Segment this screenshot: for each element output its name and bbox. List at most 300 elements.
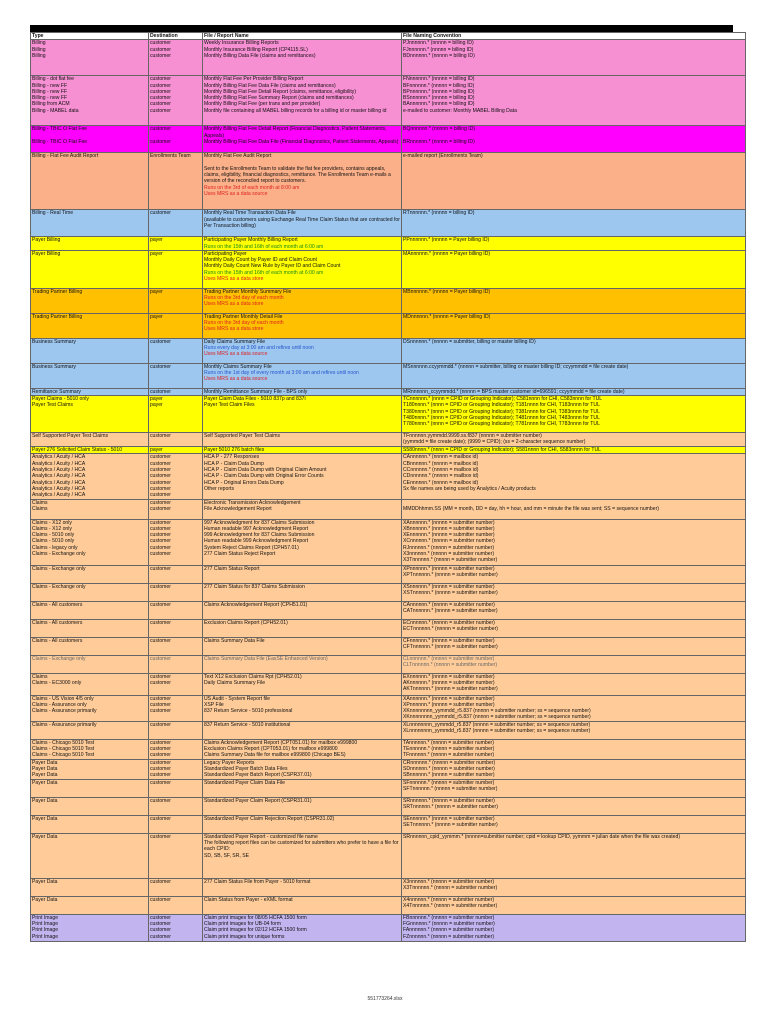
file-name-cell [203,721,402,739]
table-row [31,878,746,896]
type-cell [31,637,149,655]
naming-convention-cell [402,655,746,673]
cell-text: Payer 5010 276 batch files [204,447,265,454]
type-cell [31,40,149,76]
cell-text: Claims - X12 only Claims - X12 only Claims - 5010 only Claims - 5010 only Claims - legacy only Claims - Exchange only [32,519,86,558]
cell-text: payer [150,250,163,257]
type-cell [31,237,149,251]
destination-cell [149,896,203,914]
cell-text: Trading Partner Monthly Summary File [204,288,292,295]
cell-text: customer [150,797,171,804]
table-row [31,637,746,655]
cell-text: Claims - Exchange only [32,565,86,572]
file-name-cell [203,565,402,583]
type-cell [31,655,149,673]
cell-text: payer [150,447,163,454]
type-cell [31,565,149,583]
naming-convention-cell [402,313,746,338]
naming-convention-cell [402,519,746,565]
type-cell [31,288,149,313]
header-file-report-name: File / Report Name [203,33,402,40]
destination-cell [149,673,203,695]
cell-text: X4nnnnnn.* (nnnnn = submitter number) X4Tnnnnnn.* (nnnnn = submitter number) [403,896,498,910]
naming-convention-cell [402,583,746,601]
cell-text: customer customer customer [150,759,171,779]
table-row [31,76,746,126]
cell-text: SRnnnnnn_cpid_yymmm.* (nnnnn=submitter number; cpid = lookup CPID, yymmm = julian date when the file was created) [403,833,681,840]
cell-text: 277 Claim Status for 837 Claims Submission [204,583,305,590]
naming-convention-cell [402,815,746,833]
table-row [31,396,746,433]
naming-convention-cell [402,447,746,454]
destination-cell [149,40,203,76]
table-row [31,583,746,601]
schedule-note: Runs every day at 3:00 am and refires until noon [204,345,314,352]
cell-text: Payer Claims - 5010 only Payer Test Claims [32,396,89,409]
cell-text: 997 Acknowledgment for 837 Claims Submission Human readable 997 Acknowledgment Report 999 Acknowledgment for 837 Claims Submission Human readable 999 Acknowledgment Report System Reject Claims Report (CPH57.01) 277 Claim Status Reject Report [204,519,315,558]
naming-convention-cell [402,779,746,797]
schedule-note: Uses MRS as a data source [204,376,268,383]
naming-convention-cell [402,363,746,388]
cell-text: PJnnnnnn.* (nnnnn = billing ID) FJnnnnnn.* (nnnnn = billing ID) BDnnnnnn.* (nnnnn = billing ID) [403,40,475,59]
cell-text: customer [150,210,171,217]
type-cell [31,519,149,565]
cell-text: Payer Claim Data Files - 5010 837p and 837i Payer Test Claim Files [204,396,306,409]
cell-text: Daily Claims Summary File [204,338,266,345]
destination-cell [149,519,203,565]
cell-text: customer [150,583,171,590]
cell-text: DSnnnnnn.* (nnnnn = submitter, billing or master billing ID) [403,338,536,345]
destination-cell [149,878,203,896]
table-row [31,601,746,619]
cell-text: XSnnnnnn.* (nnnnn = submitter number) XSTnnnnnn.* (nnnnn = submitter number) [403,583,498,596]
cell-text: Monthly Flat Fee Per Provider Billing Report Monthly Billing Flat Fee Data File (claims and remittances) Monthly Billing Flat Fee Detail Report (claims, remittance, eligibility) Monthly Billing Flat Fee Summary Report (claims and remittances) Monthly Billing Flat Fee (per trans and per provider) Monthly file containing all MABEL billing records for a billing id or master billing id [204,76,387,114]
naming-convention-cell [402,695,746,721]
destination-cell [149,695,203,721]
file-name-cell [203,815,402,833]
file-name-cell [203,637,402,655]
cell-text: Claims Claims - EC3000 only [32,673,82,686]
cell-text: MAnnnnnn.* (nnnnn = Payer billing ID) [403,250,491,257]
table-row [31,896,746,914]
naming-convention-cell [402,237,746,251]
cell-text: BQnnnnnn.* (nnnnn = billing ID) BRnnnnnn.* (nnnnn = billing ID) [403,126,476,145]
naming-convention-cell [402,126,746,153]
naming-convention-cell [402,896,746,914]
cell-text: Payer Data [32,797,58,804]
type-cell [31,338,149,363]
cell-text: Claim Status from Payer - eXML format [204,896,293,903]
table-row [31,210,746,237]
cell-text: customer customer customer customer [150,914,171,940]
type-cell [31,759,149,779]
schedule-note: Uses MRS as a data source [204,351,268,358]
cell-text: S580nnnn.* (nnnn = CPID or Grouping Indicator); S581nnnn for CHI, S583nnnn for TUL [403,447,601,454]
destination-cell [149,601,203,619]
table-row [31,40,746,76]
naming-convention-cell [402,797,746,815]
cell-text: Billing Billing Billing [32,40,46,59]
naming-convention-cell [402,396,746,433]
cell-text: customer customer [150,126,171,145]
destination-cell [149,237,203,251]
schedule-note: Runs on the 3rd of each month at 8:00 am [204,184,300,191]
naming-convention-cell [402,388,746,395]
cell-text: FBnnnnnn.* (nnnnn = submitter number) FGnnnnnn.* (nnnnn = submitter number) FAnnnnnn.* (nnnnn = submitter number) FZnnnnnn.* (nnnnn = submitter number) [403,914,495,940]
cell-text: customer customer customer customer customer customer customer [150,454,171,499]
cell-text: Payer Billing [32,237,61,244]
type-cell [31,673,149,695]
naming-convention-cell [402,76,746,126]
file-name-cell [203,388,402,395]
schedule-note: Runs on the 3rd day of each month [204,320,284,327]
cell-text: XLnnnnnnnn_yymmdd_r5.837 (nnnnn = submitter number; ss = sequence number) XLnnnnnnnn_yymmdd_r5.837 (nnnnn = submitter number; ss = sequence number) [403,721,591,735]
naming-convention-cell [402,210,746,237]
cell-text: 277 Claim Status Report [204,565,260,572]
schedule-note: Runs on the 15th and 16th of each month at 6:00 am [204,269,324,276]
naming-convention-cell [402,288,746,313]
cell-text: Enrollments Team [150,153,191,160]
file-name-cell [203,396,402,433]
cell-text: TAnnnnnn.* (nnnnn = submitter number) TEnnnnnn.* (nnnnn = submitter number) TFnnnnnn.* (nnnnn = submitter number) [403,739,495,759]
destination-cell [149,619,203,637]
cell-text: Claims Summary Data File (EasSE Enhanced Version) [204,655,328,662]
cell-text: SEnnnnnn.* (nnnnn = submitter number) SETnnnnnn.* (nnnnn = submitter number) [403,815,498,829]
cell-text: Payer Data [32,878,58,885]
destination-cell [149,779,203,797]
header-type: Type [31,33,149,40]
header-row [31,33,746,40]
cell-text: CLnnnnnn.* (nnnnn = submitter number) CLTnnnnnn.* (nnnnn = submitter number) [403,655,498,668]
schedule-note: Runs on the 15th and 16th of each month at 6:00 am [204,243,324,250]
type-cell [31,914,149,941]
file-name-cell [203,759,402,779]
cell-text: customer [150,655,171,662]
cell-text: customer [150,388,171,395]
cell-text: Payer Data [32,833,58,840]
cell-text: Payer Data Payer Data Payer Data [32,759,58,779]
file-name-cell [203,619,402,637]
table-row [31,288,746,313]
cell-text: Trading Partner Billing [32,313,83,320]
table-row [31,797,746,815]
type-cell [31,363,149,388]
type-cell [31,433,149,447]
file-name-cell [203,878,402,896]
schedule-note: Uses MRS as a data store [204,301,264,308]
table-row [31,250,746,288]
destination-cell [149,454,203,499]
type-cell [31,447,149,454]
type-cell [31,388,149,395]
cell-text: PPnnnnnn.* (nnnnn = Payer billing ID) [403,237,490,244]
file-name-cell [203,210,402,237]
cell-text: CAnnnnnn.* (nnnnn = mailbox id) CBnnnnnn.* (nnnnn = mailbox id) CCnnnnnn.* (nnnnn = mailbox id) CDnnnnnn.* (nnnnn = mailbox id) CEnnnnnn.* (nnnnn = mailbox id) Sx file names are being used by Analytics / Acuity products [403,454,536,492]
naming-convention-cell [402,250,746,288]
cell-text: customer customer customer customer customer customer [150,519,171,558]
cell-text: customer [150,338,171,345]
table-row [31,833,746,878]
type-cell [31,454,149,499]
file-name-cell [203,338,402,363]
cell-text: XAnnnnnn.* (nnnnn = submitter number) XPnnnnnn.* (nnnnn = submitter number) XKnnnnnnnn_yymmdd_r5.837 (nnnnn = submitter number; ss = sequence number) XKnnnnnnnn_yymmdd_r5.837 (nnnnn = submitter number; ss = sequence number) [403,695,591,721]
sheet-title-bar [30,25,733,32]
cell-text: MBnnnnnn.* (nnnnn = Payer billing ID) [403,288,491,295]
file-name-cell [203,739,402,759]
file-name-cell [203,499,402,519]
cell-text: Business Summary [32,338,76,345]
naming-convention-cell [402,637,746,655]
naming-convention-cell [402,601,746,619]
type-cell [31,779,149,797]
cell-text: Exclusion Claims Report (CPH52.01) [204,619,288,626]
naming-convention-cell [402,721,746,739]
cell-text: Analytics / Acuity / HCA Analytics / Acuity / HCA Analytics / Acuity / HCA Analytics / Acuity / HCA Analytics / Acuity / HCA Analytics / Acuity / HCA Analytics / Acuity / HCA [32,454,86,499]
destination-cell [149,76,203,126]
cell-text: customer [150,833,171,840]
file-name-cell [203,288,402,313]
cell-text: Standardized Payer Report - customized file name The following report files can be customized for submitters who prefer to have a file for each CPID: SD, SB, SF, SR, SE [204,833,399,859]
type-cell [31,619,149,637]
header-destination: Destination [149,33,203,40]
type-cell [31,583,149,601]
table-row [31,363,746,388]
page-footer-filename: 551773264.xlsx [367,996,403,1002]
type-cell [31,153,149,210]
destination-cell [149,363,203,388]
spreadsheet [30,25,733,942]
cell-text: Monthly Flat Fee Audit Report Sent to the Enrollments Team to validate the flat fee providers, contains appeals, claims, eligibility, financial diagnostics, remittance. The Enrollments Team e-mails a version of the reconciled report to customers. [204,153,391,185]
cell-text: Claims Claims [32,499,48,512]
table-row [31,388,746,395]
cell-text: MSnnnnnn.ccyymmdd.* (nnnnn = submitter, billing or master billing ID; ccyymmdd = file create date) [403,363,629,370]
destination-cell [149,396,203,433]
type-cell [31,739,149,759]
cell-text: payer payer [150,396,163,409]
cell-text: HCA P - 277 Responses HCA P - Claim Data Dump HCA P - Claim Data Dump with Original Claim Amount HCA P - Claim Data Dump with Original Error Counts HCA P - Original Errors Data Dump Other reports [204,454,327,492]
file-naming-table [30,32,746,942]
file-name-cell [203,797,402,815]
cell-text: customer [150,878,171,885]
cell-text: Claims - All customers [32,637,83,644]
cell-text: Claims Summary Data File [204,637,265,644]
table-row [31,655,746,673]
cell-text: SFnnnnnn.* (nnnnn = submitter number) SFTnnnnnn.* (nnnnn = submitter number) [403,779,498,793]
table-row [31,447,746,454]
cell-text: EXnnnnnn.* (nnnnn = submitter number) AKnnnnnn.* (nnnnn = submitter number) AKTnnnnnn.* (nnnnn = submitter number) [403,673,498,693]
table-row [31,914,746,941]
destination-cell [149,313,203,338]
cell-text: CFnnnnnn.* (nnnnn = submitter number) CFTnnnnnn.* (nnnnn = submitter number) [403,637,498,650]
cell-text: Claims - Chicago 5010 Test Claims - Chicago 5010 Test Claims - Chicago 5010 Test [32,739,95,759]
cell-text: MRnnnnnn_ccyymmdd.* (nnnnn = BPS master customer id=696591; ccyymmdd = file create date) [403,388,625,395]
type-cell [31,76,149,126]
file-name-cell [203,126,402,153]
cell-text: Claims - Exchange only [32,655,86,662]
type-cell [31,721,149,739]
type-cell [31,896,149,914]
destination-cell [149,815,203,833]
cell-text: CRnnnnnn.* (nnnnn = submitter number) SDnnnnnn.* (nnnnn = submitter number) SBnnnnnn.* (nnnnn = submitter number) [403,759,496,779]
table-row [31,338,746,363]
table-row [31,673,746,695]
cell-text: Business Summary [32,363,76,370]
schedule-note: Uses MRS as a data store [204,276,264,283]
type-cell [31,833,149,878]
file-name-cell [203,896,402,914]
destination-cell [149,797,203,815]
cell-text: customer [150,896,171,903]
naming-convention-cell [402,433,746,447]
cell-text: customer [150,433,171,440]
file-name-cell [203,519,402,565]
type-cell [31,210,149,237]
destination-cell [149,153,203,210]
cell-text: Payer Data [32,779,58,786]
cell-text: X3nnnnnn.* (nnnnn = submitter number) X3Tnnnnnn.* (nnnnn = submitter number) [403,878,498,892]
cell-text: Monthly Real Time Transaction Data File (available to customers using Exchange Real Time Claim Status that are contracted for Per Transaction billing) [204,210,400,229]
naming-convention-cell [402,565,746,583]
file-name-cell [203,833,402,878]
table-row [31,519,746,565]
table-row [31,433,746,447]
type-cell [31,797,149,815]
type-cell [31,695,149,721]
cell-text: XAnnnnnn.* (nnnnn = submitter number) XBnnnnnn.* (nnnnn = submitter number) XEnnnnnn.* (nnnnn = submitter number) XCnnnnnn.* (nnnnn = submitter number) RJnnnnnn.* (nnnnn = submitter number) X3nnnnnn.* (nnnnn = submitter number) X3Tnnnnnn.* (nnnnn = submitter number) [403,519,498,564]
destination-cell [149,250,203,288]
cell-text: MDnnnnnn.* (nnnnn = Payer billing ID) [403,313,491,320]
cell-text: Claims - Assurance primarily [32,721,97,728]
destination-cell [149,288,203,313]
cell-text: customer customer customer [150,40,171,59]
table-row [31,313,746,338]
table-row [31,721,746,739]
table-row [31,739,746,759]
cell-text: customer [150,601,171,608]
cell-text: Billing - Real Time [32,210,74,217]
cell-text: Remittance Summary [32,388,81,395]
cell-text: Payer Data [32,896,58,903]
cell-text: customer [150,637,171,644]
cell-text: customer customer customer [150,695,171,715]
cell-text: payer [150,288,163,295]
cell-text: Self Supported Payer Test Claims [204,433,281,440]
table-row [31,454,746,499]
naming-convention-cell [402,833,746,878]
naming-convention-cell [402,878,746,896]
destination-cell [149,721,203,739]
cell-text: Print Image Print Image Print Image Print Image [32,914,59,940]
cell-text: Claims Acknowledgement Report (CPH51.01) [204,601,308,608]
table-row [31,619,746,637]
cell-text: Participating Payer Monthly Billing Report [204,237,298,244]
type-cell [31,815,149,833]
naming-convention-cell [402,914,746,941]
type-cell [31,126,149,153]
table-row [31,237,746,251]
cell-text: Text X12 Exclusion Claims Rpt (CPH52.01) Daily Claims Summary File [204,673,302,686]
cell-text: Payer 276 Solicited Claim Status - 5010 [32,447,123,454]
cell-text: customer customer customer [150,739,171,759]
cell-text: 837 Return Service - 5010 institutional [204,721,291,728]
naming-convention-cell [402,40,746,76]
cell-text: e-mailed report (Enrollments Team) [403,153,483,160]
cell-text: Billing - TBIC O Flat Fee Billing - TBIC O Flat Fee [32,126,88,145]
destination-cell [149,338,203,363]
destination-cell [149,914,203,941]
naming-convention-cell [402,499,746,519]
file-name-cell [203,779,402,797]
cell-text: customer customer customer customer customer customer [150,76,171,114]
naming-convention-cell [402,153,746,210]
naming-convention-cell [402,454,746,499]
type-cell [31,878,149,896]
cell-text: Self Supported Payer Test Claims [32,433,109,440]
destination-cell [149,447,203,454]
destination-cell [149,210,203,237]
file-name-cell [203,40,402,76]
file-name-cell [203,673,402,695]
cell-text: customer [150,363,171,370]
type-cell [31,313,149,338]
table-row [31,779,746,797]
cell-text: Monthly Remittance Summary File - BPS only [204,388,308,395]
cell-text: payer [150,313,163,320]
cell-text: TCnnnnnn.* (nnnn = CPID or Grouping Indicator); C581nnnn for CHI, C583nnnn for TUL T180nnnn.* (nnnn = CPID or Grouping Indicator); T181nnnn for CHI, T183nnnn for TUL T380nnnn.* (nnnn = CPID or Grouping Indicator); T381nnnn for CHI, T383nnnn for TUL T480nnnn.* (nnnn = CPID or Grouping Indicator); T481nnnn for CHI, T483nnnn for TUL T780nnnn.* (nnnn = CPID or Grouping Indicator); T781nnnn for CHI, T783nnnn for TUL [403,396,603,428]
cell-text: Trading Partner Billing [32,288,83,295]
naming-convention-cell [402,673,746,695]
cell-text: Billing - dot flat fee Billing - new FF Billing - new FF Billing - new FF Billing from ACM Billing - MABEL data [32,76,79,114]
schedule-note: Uses MRS as a data source [204,191,268,198]
table-row [31,499,746,519]
file-name-cell [203,583,402,601]
type-cell [31,499,149,519]
file-name-cell [203,433,402,447]
destination-cell [149,655,203,673]
destination-cell [149,565,203,583]
naming-convention-cell [402,338,746,363]
header-naming-convention: File Naming Convention [402,33,746,40]
cell-text: Monthly Claims Summary File [204,363,272,370]
cell-text: Participating Payer Monthly Daily Count by Payer ID and Claim Count Monthly Daily Count New Rule by Payer ID and Claim Count [204,250,341,270]
file-name-cell [203,237,402,251]
table-row [31,153,746,210]
destination-cell [149,759,203,779]
file-name-cell [203,250,402,288]
file-name-cell [203,601,402,619]
type-cell [31,250,149,288]
cell-text: FNnnnnnn.* (nnnnn = billing ID) BFnnnnnn.* (nnnnn = billing ID) BPnnnnnn.* (nnnnn = billing ID) BSnnnnnn.* (nnnnn = billing ID) BAnnnnnn.* (nnnnn = billing ID) e-mailed to customer: Monthly MABEL Billing Data [403,76,517,114]
cell-text: XPnnnnnn.* (nnnnn = submitter number) XPTnnnnnn.* (nnnnn = submitter number) [403,565,498,578]
schedule-note: Uses MRS as a data store [204,326,264,333]
cell-text: Claims - All customers [32,619,83,626]
naming-convention-cell [402,759,746,779]
cell-text: CAnnnnnn.* (nnnnn = submitter number) CATnnnnnn.* (nnnnn = submitter number) [403,601,498,614]
cell-text: customer [150,565,171,572]
schedule-note: Runs on the 1st day of every month at 3:00 am and refires until noon [204,370,359,377]
cell-text: ECnnnnnn.* (nnnnn = submitter number) ECTnnnnnn.* (nnnnn = submitter number) [403,619,498,632]
destination-cell [149,433,203,447]
cell-text: Standardized Payer Claim Rejection Report (CSPR31.02) [204,815,335,822]
naming-convention-cell [402,619,746,637]
file-name-cell [203,313,402,338]
file-name-cell [203,447,402,454]
destination-cell [149,388,203,395]
destination-cell [149,499,203,519]
cell-text: customer [150,779,171,786]
cell-text: RTnnnnnn.* (nnnnn = billing ID) [403,210,475,217]
cell-text: SRnnnnnn.* (nnnnn = submitter number) SRTnnnnnn.* (nnnnn = submitter number) [403,797,498,811]
